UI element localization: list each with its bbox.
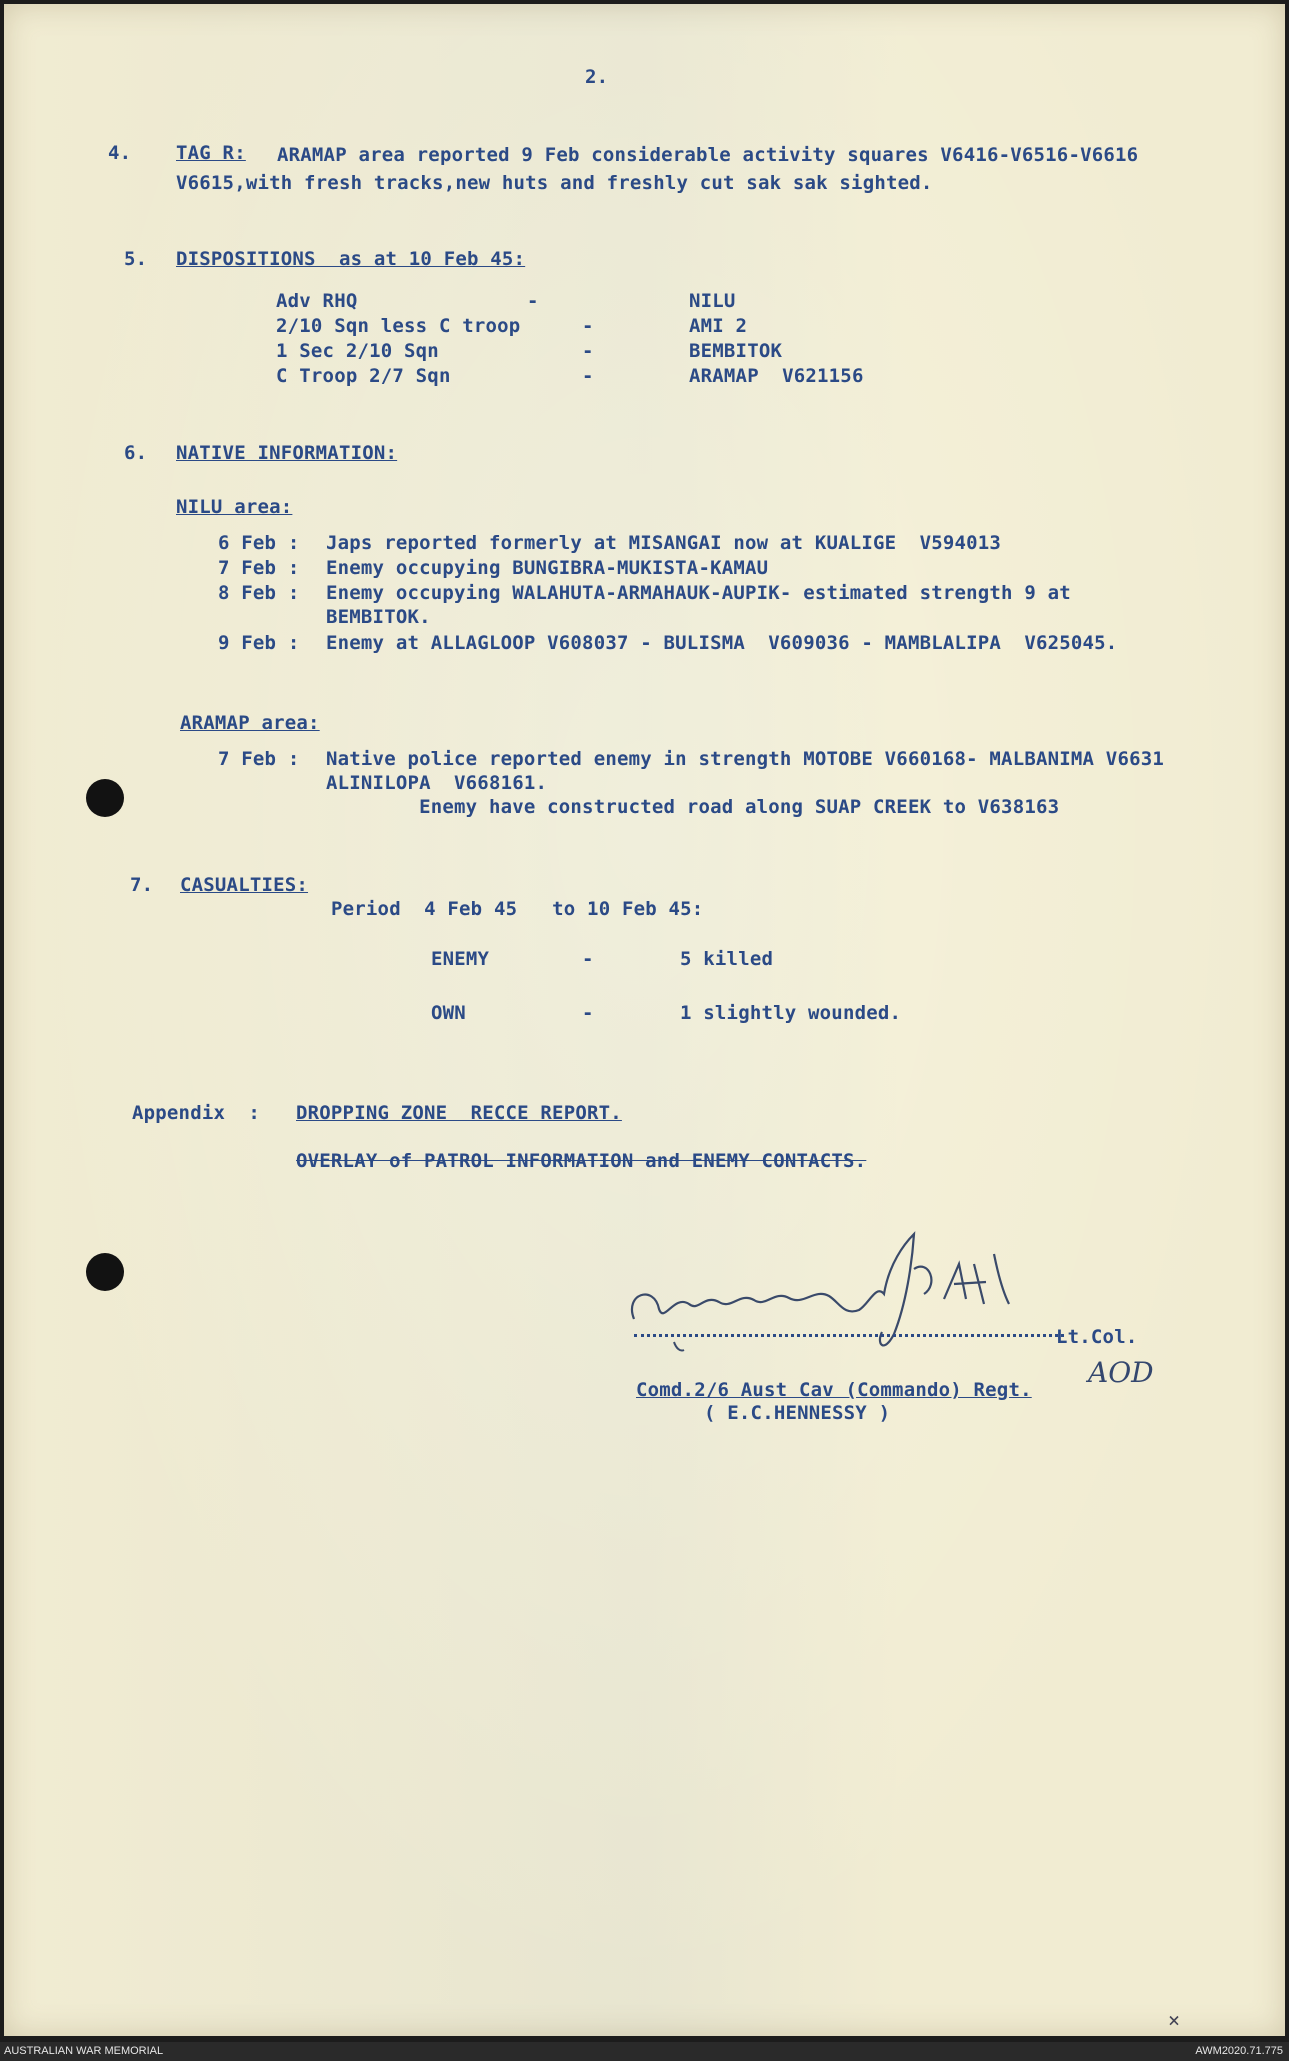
pencil-mark: × <box>1168 2008 1181 2032</box>
section-4-line-1: ARAMAP area reported 9 Feb considerable activity squares V6416-V6516-V6616 <box>277 144 1139 166</box>
section-4-heading: TAG R: <box>176 142 246 164</box>
aramap-area-heading: ARAMAP area: <box>180 712 320 734</box>
disposition-location: BEMBITOK <box>689 340 783 362</box>
nilu-entry: BEMBITOK. <box>326 606 431 628</box>
footer-accession-number: AWM2020.71.775 <box>1195 2045 1283 2057</box>
casualty-result: 1 slightly wounded. <box>680 1002 902 1024</box>
disposition-location: NILU <box>689 290 736 312</box>
svg-text:AOD: AOD <box>1088 1356 1154 1389</box>
footer-archive-name: AUSTRALIAN WAR MEMORIAL <box>4 2045 164 2057</box>
nilu-date: 6 Feb : <box>218 532 300 554</box>
nilu-date: 8 Feb : <box>218 582 300 604</box>
punch-hole <box>86 779 124 817</box>
disposition-dash: - <box>582 365 594 387</box>
section-4-number: 4. <box>108 142 132 164</box>
appendix-label: Appendix : <box>132 1102 261 1124</box>
disposition-dash: - <box>527 290 539 312</box>
nilu-date: 7 Feb : <box>218 557 300 579</box>
disposition-dash: - <box>582 340 594 362</box>
section-7-number: 7. <box>130 874 154 896</box>
punch-hole <box>86 1253 124 1291</box>
aramap-entry: ALINILOPA V668161. <box>326 772 548 794</box>
disposition-location: ARAMAP V621156 <box>689 365 864 387</box>
nilu-entry: Japs reported formerly at MISANGAI now at KUALIGE V594013 <box>326 532 1002 554</box>
section-6-heading: NATIVE INFORMATION: <box>176 442 398 464</box>
appendix-item-2: OVERLAY of PATROL INFORMATION and ENEMY CONTACTS. <box>296 1150 867 1172</box>
handwritten-initials <box>1084 1344 1164 1394</box>
signature-name: ( E.C.HENNESSY ) <box>704 1402 891 1424</box>
disposition-unit: 1 Sec 2/10 Sqn <box>276 340 439 362</box>
disposition-unit: 2/10 Sqn less C troop <box>276 315 521 337</box>
nilu-area-heading: NILU area: <box>176 496 293 518</box>
appendix-item-1: DROPPING ZONE RECCE REPORT. <box>296 1102 622 1124</box>
nilu-date: 9 Feb : <box>218 632 300 654</box>
casualties-period: Period 4 Feb 45 to 10 Feb 45: <box>331 898 704 920</box>
disposition-unit: Adv RHQ <box>276 290 358 312</box>
nilu-entry: Enemy occupying WALAHUTA-ARMAHAUK-AUPIK- estimated strength 9 at <box>326 582 1071 604</box>
aramap-entry: Native police reported enemy in strength MOTOBE V660168- MALBANIMA V6631 <box>326 748 1165 770</box>
aramap-entry: Enemy have constructed road along SUAP CREEK to V638163 <box>326 796 1060 818</box>
signature-rank: Lt.Col. <box>1056 1326 1138 1348</box>
page-number: 2. <box>585 66 609 88</box>
nilu-entry: Enemy at ALLAGLOOP V608037 - BULISMA V609036 - MAMBLALIPA V625045. <box>326 632 1118 654</box>
casualty-dash: - <box>582 1002 594 1024</box>
disposition-unit: C Troop 2/7 Sqn <box>276 365 451 387</box>
section-5-number: 5. <box>124 248 148 270</box>
signature-title: Comd.2/6 Aust Cav (Commando) Regt. <box>636 1379 1032 1401</box>
disposition-dash: - <box>582 315 594 337</box>
section-5-heading: DISPOSITIONS as at 10 Feb 45: <box>176 248 526 270</box>
signature-line <box>634 1334 1064 1337</box>
section-7-heading: CASUALTIES: <box>180 874 309 896</box>
section-4-line-2: V6615,with fresh tracks,new huts and freshly cut sak sak sighted. <box>176 172 933 194</box>
aramap-date: 7 Feb : <box>218 748 300 770</box>
disposition-location: AMI 2 <box>689 315 748 337</box>
document-page <box>4 4 1285 2036</box>
nilu-entry: Enemy occupying BUNGIBRA-MUKISTA-KAMAU <box>326 557 769 579</box>
casualty-party: ENEMY <box>431 948 490 970</box>
casualty-party: OWN <box>431 1002 466 1024</box>
section-6-number: 6. <box>124 442 148 464</box>
casualty-dash: - <box>582 948 594 970</box>
casualty-result: 5 killed <box>680 948 774 970</box>
